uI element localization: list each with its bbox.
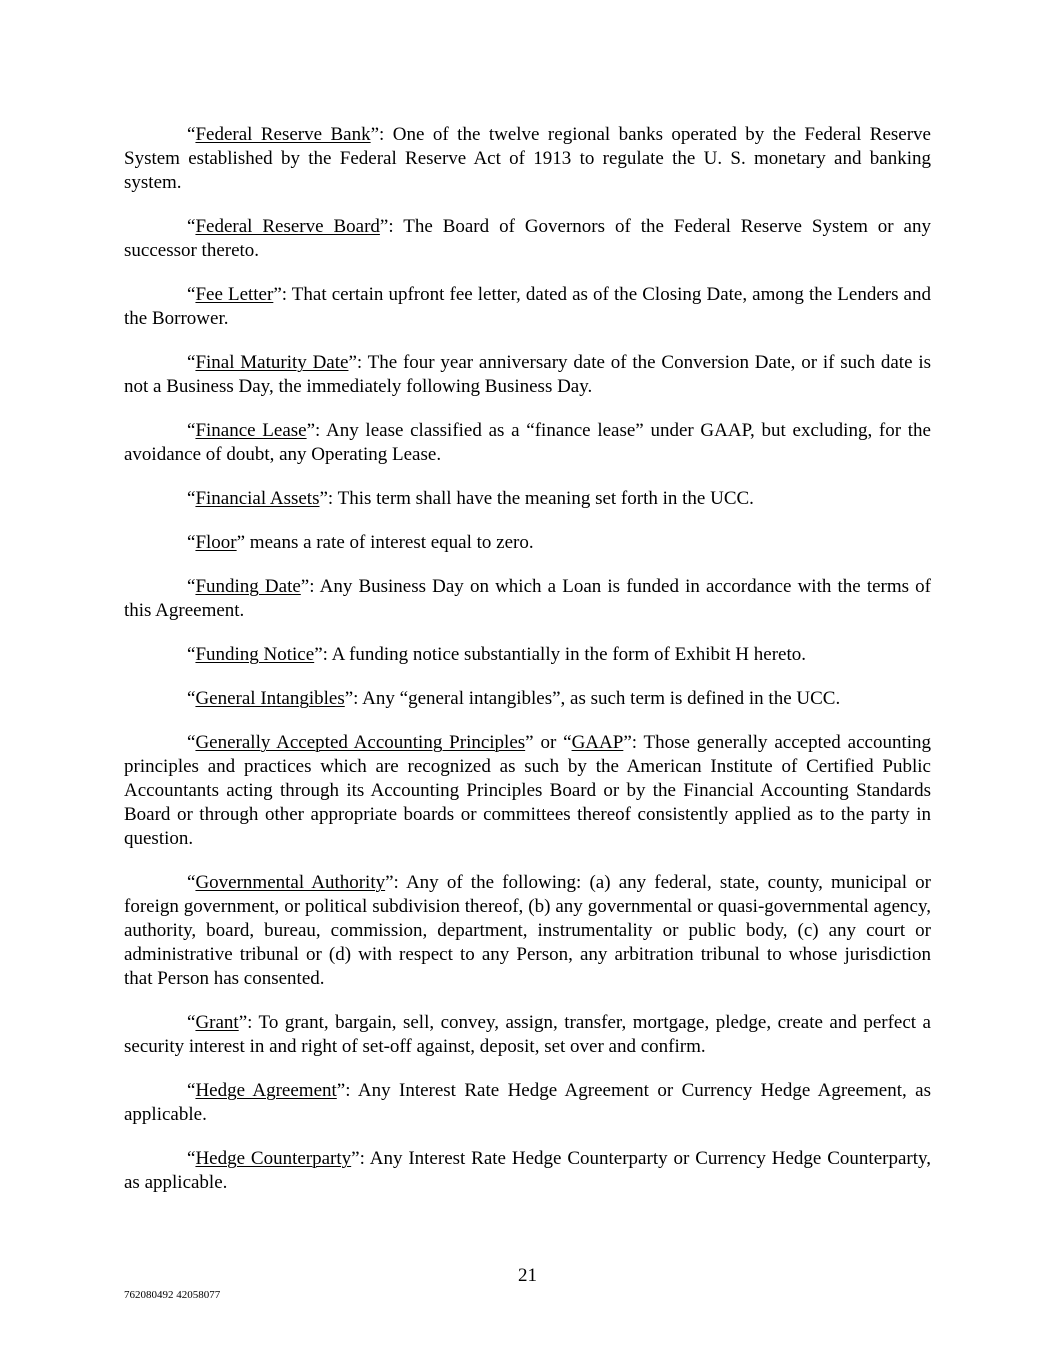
definition-text: ”: This term shall have the meaning set forth in the UCC. (319, 488, 754, 509)
document-id: 762080492 42058077 (124, 1289, 221, 1301)
definition-final-maturity-date: “Final Maturity Date”: The four year anniversary date of the Conversion Date, or if such date is not a Business Day, the immediately following Business Day. (124, 352, 931, 397)
defined-term: Floor (195, 532, 237, 553)
document-body (124, 123, 931, 1215)
definition-text: ”: Any Interest Rate Hedge Counterparty or Currency Hedge Counterparty, as applicable. (124, 1148, 932, 1193)
defined-term: Hedge Counterparty (195, 1148, 352, 1169)
definition-text: ”: The four year anniversary date of the Conversion Date, or if such date is not a Business Day, the immediately following Business Day. (124, 352, 931, 397)
definition-federal-reserve-board: “Federal Reserve Board”: The Board of Governors of the Federal Reserve System or any successor thereto. (124, 216, 931, 261)
defined-term: Federal Reserve Bank (195, 124, 371, 145)
page-number: 21 (518, 1265, 537, 1286)
definition-federal-reserve-bank: “Federal Reserve Bank”: One of the twelve regional banks operated by the Federal Reserve System established by the Federal Reserve Act of 1913 to regulate the U. S. monetary and banking system. (124, 124, 931, 193)
defined-term: Funding Date (195, 576, 301, 597)
definition-text: ”: Any Business Day on which a Loan is funded in accordance with the terms of this Agreement. (124, 576, 931, 621)
defined-term: Federal Reserve Board (195, 216, 380, 237)
definition-hedge-counterparty: “Hedge Counterparty”: Any Interest Rate Hedge Counterparty or Currency Hedge Counterparty, as applicable. (124, 1148, 932, 1193)
defined-term: Final Maturity Date (195, 352, 349, 373)
definition-text: ”: Any of the following: (a) any federal, state, county, municipal or foreign government, or political subdivision thereof, (b) any governmental or quasi-governmental agency, authority, board, bureau, commission, department, instrumentality or public body, (c) any court or administrative tribunal or (d) with respect to any Person, any arbitration tribunal to whose jurisdiction that Person has consented. (124, 872, 931, 989)
defined-term-alias: GAAP (571, 732, 624, 753)
definition-grant: “Grant”: To grant, bargain, sell, convey, assign, transfer, mortgage, pledge, create and perfect a security interest in and right of set-off against, deposit, set over and confirm. (124, 1012, 931, 1057)
definition-hedge-agreement: “Hedge Agreement”: Any Interest Rate Hedge Agreement or Currency Hedge Agreement, as applicable. (124, 1080, 931, 1125)
defined-term: Financial Assets (195, 488, 320, 509)
definition-financial-assets: “Financial Assets”: This term shall have the meaning set forth in the UCC. (187, 488, 754, 509)
definition-text: ”: Any Interest Rate Hedge Agreement or Currency Hedge Agreement, as applicable. (124, 1080, 931, 1125)
definition-floor: “Floor” means a rate of interest equal to zero. (187, 532, 534, 553)
definition-text: ”: A funding notice substantially in the form of Exhibit H hereto. (314, 644, 806, 665)
definition-fee-letter: “Fee Letter”: That certain upfront fee letter, dated as of the Closing Date, among the Lenders and the Borrower. (124, 284, 931, 329)
defined-term: Finance Lease (195, 420, 307, 441)
definition-text: ”: The Board of Governors of the Federal Reserve System or any successor thereto. (124, 216, 931, 261)
defined-term: Generally Accepted Accounting Principles (195, 732, 526, 753)
definition-text: ”: Those generally accepted accounting principles and practices which are recognized as such by the American Institute of Certified Public Accountants acting through its Accounting Principles Board or by the Financial Accounting Standards Board or through other appropriate boards or committees thereof consistently applied as to the party in question. (124, 732, 931, 849)
definition-text: ”: One of the twelve regional banks operated by the Federal Reserve System established by the Federal Reserve Act of 1913 to regulate the U. S. monetary and banking system. (124, 124, 931, 193)
defined-term: Governmental Authority (195, 872, 386, 893)
defined-term: Hedge Agreement (195, 1080, 337, 1101)
definition-governmental-authority: “Governmental Authority”: Any of the following: (a) any federal, state, county, municipal or foreign government, or political subdivision thereof, (b) any governmental or quasi-governmental agency, authority, board, bureau, commission, department, instrumentality or public body, (c) any court or administrative tribunal or (d) with respect to any Person, any arbitration tribunal to whose jurisdiction that Person has consented. (124, 872, 931, 989)
definition-finance-lease: “Finance Lease”: Any lease classified as a “finance lease” under GAAP, but excluding, for the avoidance of doubt, any Operating Lease. (124, 420, 931, 465)
definition-text: ”: Any “general intangibles”, as such term is defined in the UCC. (344, 688, 841, 709)
definition-funding-notice: “Funding Notice”: A funding notice substantially in the form of Exhibit H hereto. (187, 644, 806, 665)
defined-term: Fee Letter (195, 284, 274, 305)
defined-term: Funding Notice (195, 644, 315, 665)
definition-text: ”: To grant, bargain, sell, convey, assign, transfer, mortgage, pledge, create and perfect a security interest in and right of set-off against, deposit, set over and confirm. (124, 1012, 931, 1057)
defined-term: Grant (195, 1012, 239, 1033)
defined-term: General Intangibles (195, 688, 345, 709)
definition-text: ”: That certain upfront fee letter, dated as of the Closing Date, among the Lenders and the Borrower. (124, 284, 931, 329)
definition-general-intangibles: “General Intangibles”: Any “general intangibles”, as such term is defined in the UCC. (187, 688, 841, 709)
definition-text: ” means a rate of interest equal to zero. (236, 532, 534, 553)
definition-text: ”: Any lease classified as a “finance lease” under GAAP, but excluding, for the avoidance of doubt, any Operating Lease. (124, 420, 931, 465)
definition-funding-date: “Funding Date”: Any Business Day on which a Loan is funded in accordance with the terms of this Agreement. (124, 576, 931, 621)
definition-gaap: “Generally Accepted Accounting Principles” or “GAAP”: Those generally accepted accounting principles and practices which are recognized as such by the American Institute of Certified Public Accountants acting through its Accounting Principles Board or by the Financial Accounting Standards Board or through other appropriate boards or committees thereof consistently applied as to the party in question. (124, 732, 931, 849)
